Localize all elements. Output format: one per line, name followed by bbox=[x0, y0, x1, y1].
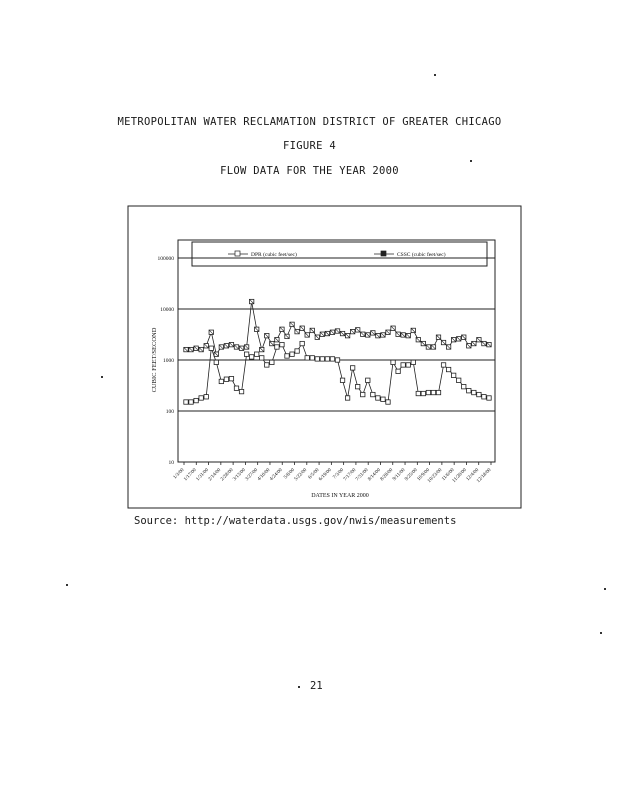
x-axis-label: DATES IN YEAR 2000 bbox=[311, 493, 369, 499]
dpr-point bbox=[249, 355, 253, 359]
dpr-point bbox=[229, 376, 233, 380]
dpr-point bbox=[345, 396, 349, 400]
x-tick-label: 8/28/00 bbox=[379, 467, 395, 483]
dpr-point bbox=[194, 398, 198, 402]
dpr-point bbox=[487, 396, 491, 400]
legend-entry: CSSC (cubic feet/sec) bbox=[397, 252, 446, 258]
dpr-point bbox=[280, 342, 284, 346]
x-tick-label: 5/8/00 bbox=[283, 467, 296, 481]
dpr-point bbox=[199, 396, 203, 400]
dpr-point bbox=[350, 366, 354, 370]
dpr-point bbox=[386, 400, 390, 404]
dpr-point bbox=[310, 356, 314, 360]
dpr-point bbox=[305, 356, 309, 360]
dpr-point bbox=[431, 390, 435, 394]
plot-area-border bbox=[178, 240, 495, 462]
y-axis-ticks bbox=[158, 256, 175, 466]
x-tick-label: 3/13/00 bbox=[232, 467, 247, 483]
x-tick-label: 2/28/00 bbox=[220, 467, 235, 483]
x-tick-label: 1/17/00 bbox=[183, 467, 198, 483]
x-tick-label: 3/27/00 bbox=[244, 467, 260, 483]
dpr-point bbox=[330, 357, 334, 361]
series-cssc bbox=[184, 299, 491, 356]
x-tick-label: 1/31/00 bbox=[195, 467, 210, 483]
dpr-point bbox=[401, 363, 405, 367]
scan-speck bbox=[298, 686, 300, 688]
dpr-point bbox=[482, 395, 486, 399]
scan-speck bbox=[604, 588, 606, 590]
dpr-point bbox=[451, 373, 455, 377]
dpr-point bbox=[224, 377, 228, 381]
x-tick-label: 12/4/00 bbox=[465, 467, 481, 483]
dpr-point bbox=[295, 349, 299, 353]
x-tick-label: 1/3/00 bbox=[172, 467, 186, 481]
series-dpr bbox=[184, 341, 491, 404]
x-tick-label: 7/31/00 bbox=[355, 467, 370, 483]
dpr-point bbox=[467, 389, 471, 393]
source-citation: Source: http://waterdata.usgs.gov/nwis/measurements bbox=[134, 515, 457, 527]
dpr-point bbox=[446, 367, 450, 371]
dpr-point bbox=[265, 363, 269, 367]
dpr-point bbox=[300, 341, 304, 345]
dpr-point bbox=[320, 357, 324, 361]
scan-speck bbox=[434, 74, 436, 76]
legend-marker bbox=[381, 251, 386, 256]
x-tick-label: 10/9/00 bbox=[416, 467, 432, 483]
page-number: 21 bbox=[310, 680, 323, 692]
dpr-point bbox=[209, 346, 213, 350]
x-tick-label: 9/11/00 bbox=[392, 467, 407, 483]
scan-speck bbox=[66, 584, 68, 586]
x-tick-label: 12/18/00 bbox=[476, 467, 493, 484]
figure-number: FIGURE 4 bbox=[283, 140, 336, 152]
series-line bbox=[186, 344, 489, 402]
x-axis-ticks bbox=[173, 462, 493, 484]
dpr-point bbox=[396, 369, 400, 373]
y-tick-label: 100000 bbox=[157, 256, 174, 262]
dpr-point bbox=[335, 358, 339, 362]
dpr-point bbox=[426, 390, 430, 394]
dpr-point bbox=[366, 378, 370, 382]
dpr-point bbox=[315, 357, 319, 361]
dpr-point bbox=[255, 352, 259, 356]
legend-entry: DPR (cubic feet/sec) bbox=[251, 252, 297, 258]
dpr-point bbox=[285, 354, 289, 358]
y-tick-label: 1000 bbox=[163, 358, 174, 364]
dpr-point bbox=[457, 378, 461, 382]
dpr-point bbox=[219, 379, 223, 383]
x-tick-label: 9/25/00 bbox=[404, 467, 419, 483]
y-tick-label: 100 bbox=[165, 409, 174, 415]
y-tick-label: 10 bbox=[168, 460, 174, 466]
x-tick-label: 7/3/00 bbox=[332, 467, 346, 481]
dpr-point bbox=[275, 345, 279, 349]
legend-marker bbox=[235, 251, 240, 256]
scan-speck bbox=[600, 632, 602, 634]
x-tick-label: 4/24/00 bbox=[269, 467, 284, 483]
dpr-point bbox=[391, 360, 395, 364]
dpr-point bbox=[325, 357, 329, 361]
x-tick-label: 11/6/00 bbox=[441, 467, 456, 483]
dpr-point bbox=[421, 391, 425, 395]
x-tick-label: 10/23/00 bbox=[427, 467, 444, 484]
x-tick-label: 7/17/00 bbox=[342, 467, 358, 483]
x-tick-label: 11/20/00 bbox=[451, 467, 468, 484]
figure-subtitle: FLOW DATA FOR THE YEAR 2000 bbox=[220, 165, 399, 177]
x-tick-label: 5/22/00 bbox=[293, 467, 309, 483]
dpr-point bbox=[472, 390, 476, 394]
dpr-point bbox=[290, 352, 294, 356]
dpr-point bbox=[204, 395, 208, 399]
dpr-point bbox=[234, 386, 238, 390]
dpr-point bbox=[239, 389, 243, 393]
x-tick-label: 8/14/00 bbox=[367, 467, 382, 483]
dpr-point bbox=[244, 352, 248, 356]
x-tick-label: 4/10/00 bbox=[257, 467, 272, 483]
dpr-point bbox=[381, 397, 385, 401]
dpr-point bbox=[371, 392, 375, 396]
dpr-point bbox=[189, 400, 193, 404]
x-tick-label: 6/5/00 bbox=[307, 467, 321, 481]
dpr-point bbox=[376, 396, 380, 400]
dpr-point bbox=[184, 400, 188, 404]
dpr-point bbox=[411, 360, 415, 364]
x-tick-label: 6/19/00 bbox=[318, 467, 333, 483]
y-tick-label: 10000 bbox=[160, 307, 174, 313]
dpr-point bbox=[356, 384, 360, 388]
x-tick-label: 2/14/00 bbox=[207, 467, 223, 483]
dpr-point bbox=[441, 363, 445, 367]
scan-speck bbox=[101, 376, 103, 378]
dpr-point bbox=[406, 363, 410, 367]
chart-legend bbox=[178, 242, 487, 266]
dpr-point bbox=[416, 391, 420, 395]
dpr-point bbox=[436, 390, 440, 394]
dpr-point bbox=[214, 360, 218, 364]
dpr-point bbox=[270, 360, 274, 364]
y-axis-label: CUBIC FEET/SECOND bbox=[151, 327, 158, 393]
dpr-point bbox=[462, 384, 466, 388]
dpr-point bbox=[260, 356, 264, 360]
dpr-point bbox=[361, 392, 365, 396]
dpr-point bbox=[477, 392, 481, 396]
scan-speck bbox=[470, 160, 472, 162]
dpr-point bbox=[340, 378, 344, 382]
organization-heading: METROPOLITAN WATER RECLAMATION DISTRICT OF GREATER CHICAGO bbox=[117, 116, 502, 128]
